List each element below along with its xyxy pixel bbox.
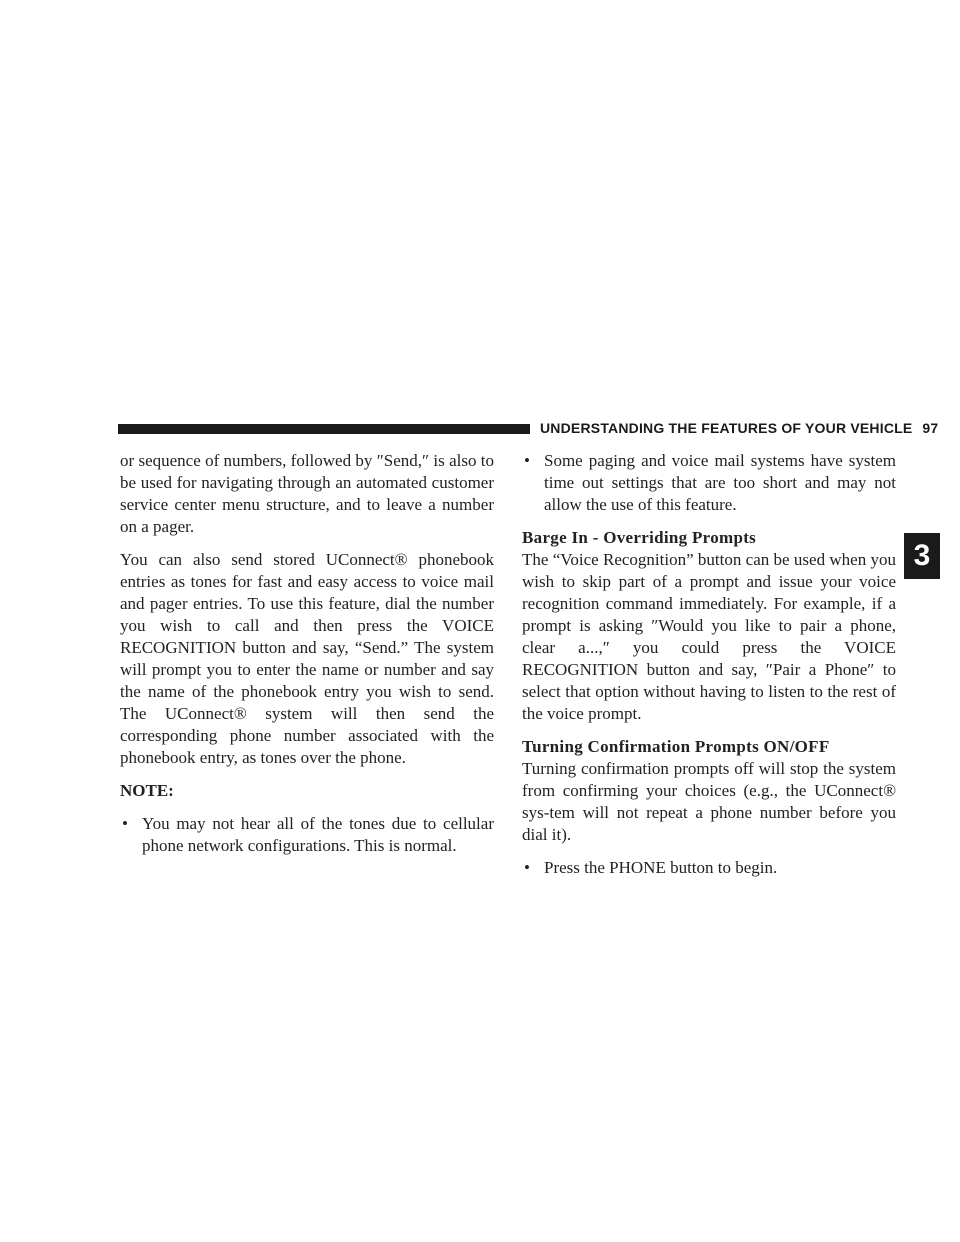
left-column [120,450,494,868]
list-item-text: Some paging and voice mail systems have system time out settings that are too short and may not allow the use of this feature. [544,451,896,514]
bullet-icon: • [524,451,530,470]
header-title: UNDERSTANDING THE FEATURES OF YOUR VEHICLE [540,420,913,436]
list-item [120,813,494,857]
list-item [522,450,896,516]
right-column [522,450,896,890]
note-label: NOTE: [120,781,174,800]
running-header [540,420,938,436]
header-rule [118,424,530,434]
bullet-icon: • [122,814,128,833]
paragraph: You can also send stored UConnect® phonebook entries as tones for fast and easy access to voice mail and pager entries. To use this feature, dial the number you wish to call and then press the VOICE RECOGNITION button and say, “Send.” The system will prompt you to enter the name or number and say the name of the phonebook entry you wish to send. The UConnect® system will then send the corresponding phone number associated with the phonebook entry, as tones over the phone. [120,550,494,767]
list-item-text: Press the PHONE button to begin. [544,858,778,877]
paragraph: The “Voice Recognition” button can be used when you wish to skip part of a prompt and issue your voice recognition command immediately. For example, if a prompt is asking ″Would you like to pair a phone, clear a...,″ you could press the VOICE RECOGNITION button and say, ″Pair a Phone″ to select that option without having to listen to the rest of the voice prompt. [522,550,896,723]
section-heading: Turning Confirmation Prompts ON/OFF [522,737,830,756]
list-item [522,857,896,879]
bullet-icon: • [524,858,530,877]
list-item-text: You may not hear all of the tones due to cellular phone network configurations. This is normal. [142,814,494,855]
paragraph: or sequence of numbers, followed by ″Send,″ is also to be used for navigating through an automated customer service center menu structure, and to leave a number on a pager. [120,451,494,536]
chapter-tab: 3 [904,533,940,579]
paragraph: Turning confirmation prompts off will stop the system from confirming your choices (e.g., the UConnect® sys-tem will not repeat a phone number before you dial it). [522,759,896,844]
section-heading: Barge In - Overriding Prompts [522,528,757,547]
page-number: 97 [922,420,939,436]
